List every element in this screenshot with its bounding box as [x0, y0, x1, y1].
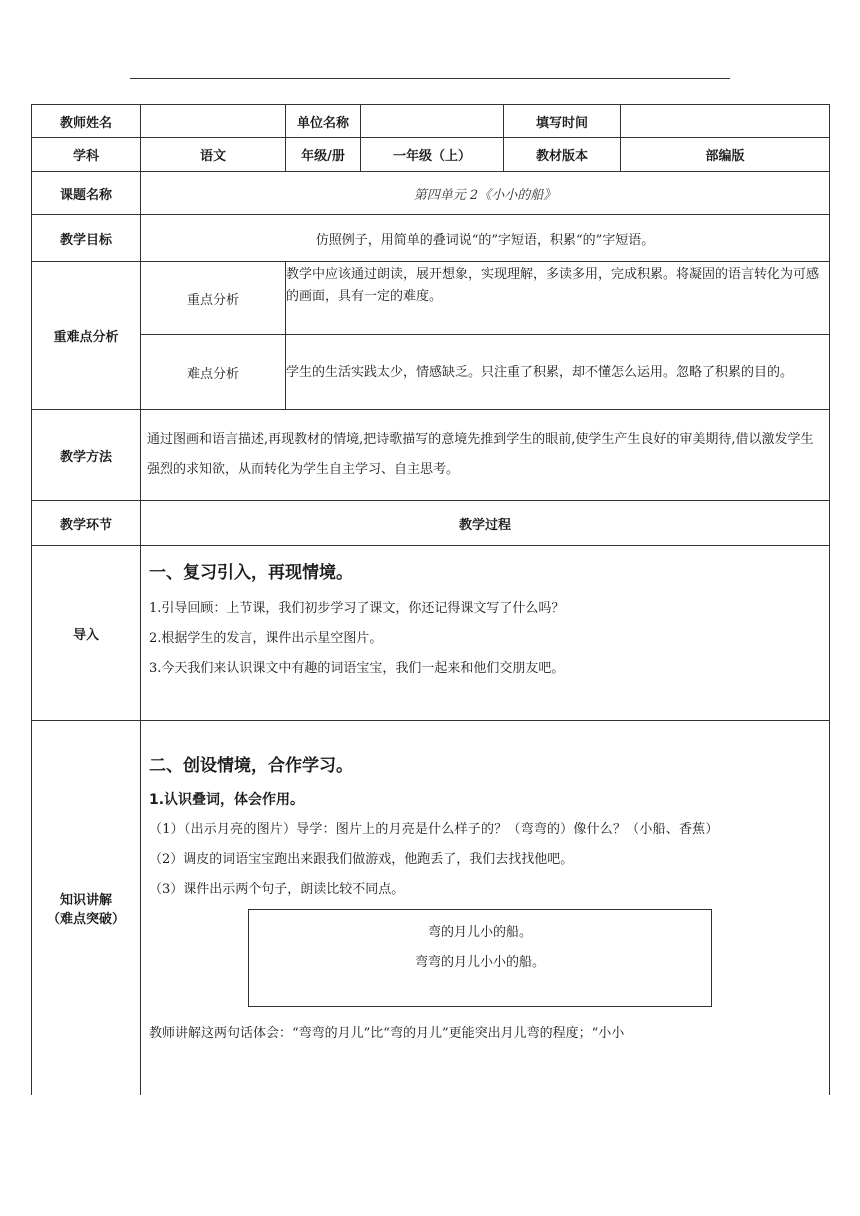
row-method [32, 410, 830, 501]
knowledge-heading: 二、创设情境，合作学习。 [149, 756, 353, 776]
edition-label: 教材版本 [504, 138, 621, 172]
knowledge-sub-heading: 1.认识叠词，体会作用。 [149, 792, 305, 808]
difficult-analysis-label: 难点分析 [141, 335, 286, 410]
unit-name-value[interactable] [361, 105, 504, 138]
fill-time-value[interactable] [621, 105, 830, 138]
process-label: 教学过程 [141, 501, 830, 546]
teacher-name-label: 教师姓名 [32, 105, 141, 138]
knowledge-label [32, 721, 141, 1095]
row-difficult-analysis [32, 335, 830, 410]
difficult-analysis-text [286, 335, 830, 410]
lesson-plan-table [31, 104, 830, 1095]
row-process-header [32, 501, 830, 546]
intro-item-2: 2.根据学生的发言，课件出示星空图片。 [149, 631, 383, 646]
sentence-compare-line-1: 弯的月儿小的船。 [427, 925, 532, 940]
unit-name-label: 单位名称 [286, 105, 361, 138]
topic-label: 课题名称 [32, 172, 141, 215]
knowledge-step-1: （1）（出示月亮的图片）导学：图片上的月亮是什么样子的？（弯弯的）像什么？（小船、香蕉） [149, 822, 719, 837]
row-intro [32, 546, 830, 721]
subject-label: 学科 [32, 138, 141, 172]
sentence-compare-box [248, 909, 712, 1007]
row-key-analysis [32, 262, 830, 335]
teacher-name-value[interactable] [141, 105, 286, 138]
key-analysis-content: 教学中应该通过朗读，展开想象，实现理解，多读多用，完成积累。将凝固的语言转化为可感的画面，具有一定的难度。 [286, 267, 820, 304]
intro-content [141, 546, 830, 721]
knowledge-label-line1: 知识讲解 [59, 892, 112, 908]
method-text: 通过图画和语言描述,再现教材的情境,把诗歌描写的意境先推到学生的眼前,使学生产生良好的审美期待,借以激发学生强烈的求知欲，从而转化为学生自主学习、自主思考。 [141, 410, 830, 501]
key-analysis-text [286, 262, 830, 335]
grade-value: 一年级（上） [361, 138, 504, 172]
fill-time-label: 填写时间 [504, 105, 621, 138]
difficult-analysis-content: 学生的生活实践太少，情感缺乏。只注重了积累，却不懂怎么运用。忽略了积累的目的。 [286, 365, 794, 380]
header-rule [130, 78, 730, 79]
row-subject-info [32, 138, 830, 172]
knowledge-step-3: （3）课件出示两个句子，朗读比较不同点。 [149, 882, 405, 897]
intro-item-3: 3.今天我们来认识课文中有趣的词语宝宝，我们一起来和他们交朋友吧。 [149, 661, 565, 676]
row-topic [32, 172, 830, 215]
sentence-compare-line-2: 弯弯的月儿小小的船。 [414, 955, 545, 970]
edition-value: 部编版 [621, 138, 830, 172]
row-goal [32, 215, 830, 262]
key-analysis-label: 重点分析 [141, 262, 286, 335]
row-teacher-info [32, 105, 830, 138]
process-stage-label: 教学环节 [32, 501, 141, 546]
intro-item-1: 1.引导回顾：上节课，我们初步学习了课文，你还记得课文写了什么吗？ [149, 601, 565, 616]
goal-value: 仿照例子，用简单的叠词说“的”字短语，积累“的”字短语。 [141, 215, 830, 262]
subject-value: 语文 [141, 138, 286, 172]
knowledge-label-line2: （难点突破） [46, 911, 125, 927]
intro-heading: 一、复习引入，再现情境。 [149, 563, 353, 583]
knowledge-content [141, 721, 830, 1095]
method-label: 教学方法 [32, 410, 141, 501]
knowledge-explain: 教师讲解这两句话体会：“弯弯的月儿”比“弯的月儿”更能突出月儿弯的程度；“小小 [149, 1026, 625, 1041]
grade-label: 年级/册 [286, 138, 361, 172]
analysis-label: 重难点分析 [32, 262, 141, 410]
row-knowledge [32, 721, 830, 1095]
topic-value: 第四单元 2《小小的船》 [141, 172, 830, 215]
knowledge-step-2: （2）调皮的词语宝宝跑出来跟我们做游戏，他跑丢了，我们去找找他吧。 [149, 852, 574, 867]
goal-label: 教学目标 [32, 215, 141, 262]
intro-label: 导入 [32, 546, 141, 721]
